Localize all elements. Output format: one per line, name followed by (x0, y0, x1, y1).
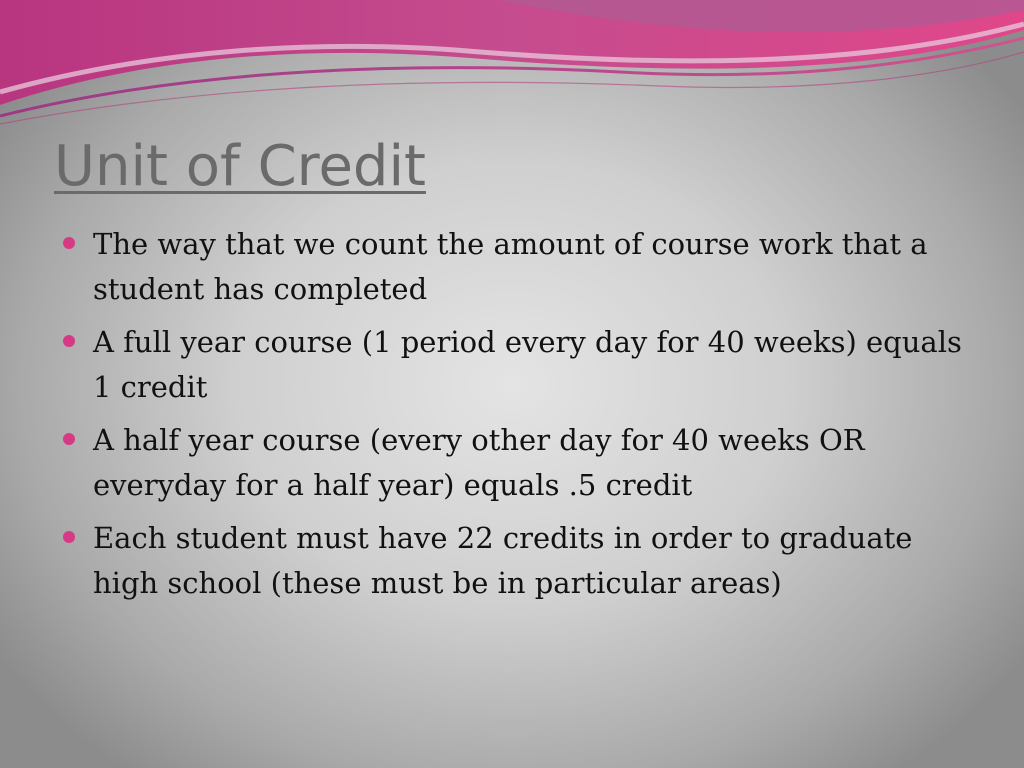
bullet-text: The way that we count the amount of course work that a student has completed (93, 227, 928, 306)
bullet-item (60, 222, 970, 312)
bullet-dot-icon (63, 335, 75, 347)
bullet-list (60, 222, 970, 614)
bullet-dot-icon (63, 433, 75, 445)
bullet-text: A full year course (1 period every day for 40 weeks) equals 1 credit (93, 325, 962, 404)
bullet-item (60, 516, 970, 606)
bullet-dot-icon (63, 237, 75, 249)
slide-title: Unit of Credit (54, 134, 426, 199)
bullet-text: Each student must have 22 credits in order to graduate high school (these must be in particular areas) (93, 521, 913, 600)
bullet-item (60, 320, 970, 410)
decorative-wave-banner (0, 0, 1024, 130)
bullet-text: A half year course (every other day for 40 weeks OR everyday for a half year) equals .5 credit (93, 423, 865, 502)
bullet-item (60, 418, 970, 508)
bullet-dot-icon (63, 531, 75, 543)
